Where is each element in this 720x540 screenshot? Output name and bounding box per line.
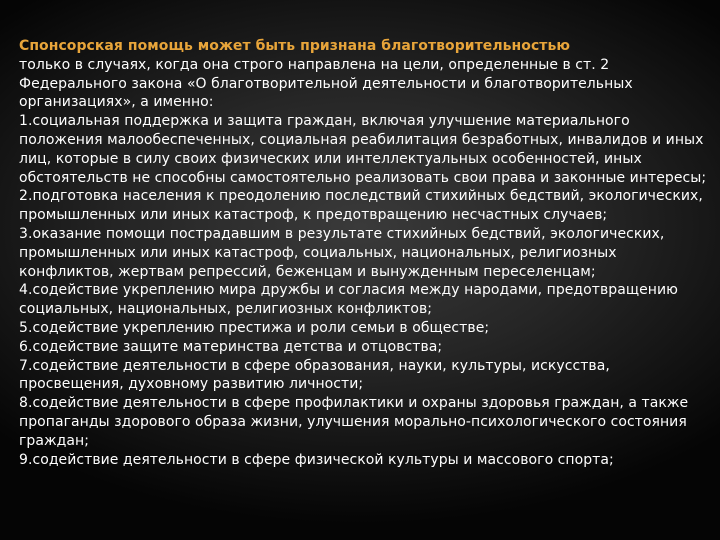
list-item: 1.социальная поддержка и защита граждан, включая улучшение материального положения малообеспеченных, социальная реабилитация безработных, инвалидов и иных лиц, которые в силу своих физических или интеллектуальных особенностей, иных обстоятельств не способны самостоятельно реализовать свои права и законные интересы; bbox=[19, 113, 707, 186]
list-item: 4.содействие укреплению мира дружбы и согласия между народами, предотвращению социальных, национальных, религиозных конфликтов; bbox=[19, 282, 678, 318]
text-block bbox=[19, 37, 709, 469]
list-item: 2.подготовка населения к преодолению последствий стихийных бедствий, экологических, промышленных или иных катастроф, к предотвращению несчастных случаев; bbox=[19, 188, 703, 224]
slide-intro: только в случаях, когда она строго направлена на цели, определенные в ст. 2 Федерального закона «О благотворительной деятельности и благотворительных организациях», а именно: bbox=[19, 56, 633, 111]
list-item: 6.содействие защите материнства детства и отцовства; bbox=[19, 338, 443, 355]
slide-heading: Спонсорская помощь может быть признана благотворительностью bbox=[19, 38, 571, 54]
list-item: 9.содействие деятельности в сфере физической культуры и массового спорта; bbox=[19, 451, 614, 468]
list-item: 5.содействие укреплению престижа и роли семьи в обществе; bbox=[19, 319, 490, 336]
list-item: 8.содействие деятельности в сфере профилактики и охраны здоровья граждан, а также пропаганды здорового образа жизни, улучшения морально-психологического состояния граждан; bbox=[19, 395, 689, 449]
list-item: 3.оказание помощи пострадавшим в результате стихийных бедствий, экологических, промышленных или иных катастроф, социальных, национальных, религиозных конфликтов, жертвам репрессий, беженцам и вынужденным переселенцам; bbox=[19, 225, 665, 280]
list-item: 7.содействие деятельности в сфере образования, науки, культуры, искусства, просвещения, духовному развитию личности; bbox=[19, 357, 610, 393]
